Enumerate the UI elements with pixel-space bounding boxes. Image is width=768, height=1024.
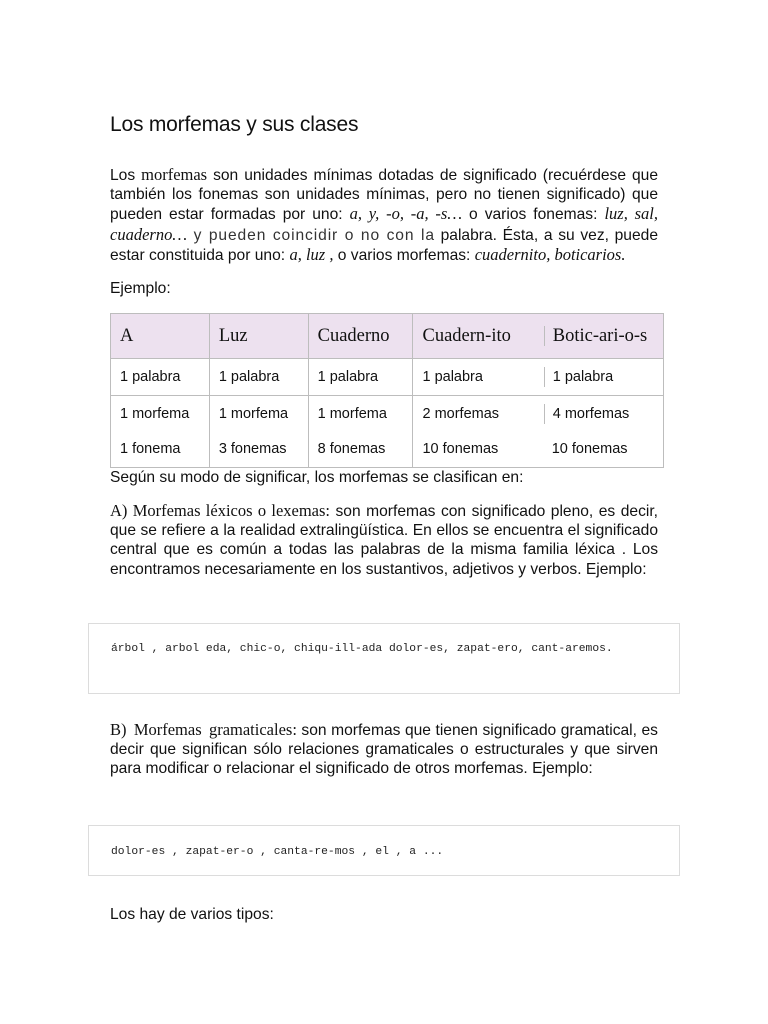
table-cell: 1 morfema: [308, 396, 413, 432]
table-header-cell: Cuadern-ito: [413, 314, 535, 359]
grammatical-morphemes-paragraph: [110, 720, 658, 779]
intro-text-1: Los: [110, 167, 142, 184]
morpheme-table: [110, 313, 664, 468]
table-cell: 1 palabra: [413, 359, 535, 396]
intro-text-5: palabra. Ésta, a su vez, puede estar constituida por uno:: [110, 226, 658, 264]
term-morfemas: morfemas: [141, 165, 208, 184]
table-cell: 1 morfema: [111, 396, 210, 432]
table-cell: 3 fonemas: [209, 431, 308, 468]
table-cell: 1 palabra: [308, 359, 413, 396]
document-title: Los morfemas y sus clases: [110, 113, 359, 136]
table-cell: 8 fonemas: [308, 431, 413, 468]
table-cell: 1 morfema: [209, 396, 308, 432]
grammatical-example-box: [88, 825, 680, 876]
table-cell: [535, 359, 664, 396]
intro-text-6: o varios morfemas:: [333, 246, 475, 264]
table-cell: 1 palabra: [209, 359, 308, 396]
table-cell: 2 morfemas: [413, 396, 535, 432]
table-header-cell: Cuaderno: [308, 314, 413, 359]
lexical-morphemes-text: son morfemas con significado pleno, es decir, que se refiere a la realidad extralingüística. En ellos se encuentra el significado central que es común a todas las palabras de la misma familia léxica . Los encontramos necesariamente en los sustantivos, adjetivos y verbos. Ejemplo:: [110, 503, 658, 578]
classification-intro: Según su modo de significar, los morfemas se clasifican en:: [110, 469, 524, 486]
table-cell-text: 4 morfemas: [544, 404, 663, 424]
example-phonemes-single: a, y, -o, -a, -s…: [349, 204, 463, 224]
example-word-single: a, luz ,: [289, 244, 334, 264]
intro-text-3: o varios fonemas:: [462, 206, 605, 224]
table-header-cell: A: [111, 314, 210, 359]
example-label: Ejemplo:: [110, 280, 171, 297]
grammatical-morphemes-label: B) Morfemas gramaticales:: [110, 720, 297, 739]
intro-text-2: son unidades mínimas dotadas de significado (recuérdese que también los fonemas son unidades mínimas, pero no tienen significado) que pueden estar formadas por uno:: [110, 167, 658, 224]
grammatical-example-code: dolor-es , zapat-er-o , canta-re-mos , el , a ...: [111, 846, 444, 858]
lexical-example-code: árbol , arbol eda, chic-o, chiqu-ill-ada dolor-es, zapat-ero, cant-aremos.: [111, 643, 613, 655]
types-intro: Los hay de varios tipos:: [110, 906, 274, 923]
lexical-example-box: [88, 623, 680, 694]
grammatical-morphemes-text: son morfemas que tienen significado gramatical, es decir que significan sólo relaciones gramaticales o estructurales y que sirven para modificar o relacionar el significado de otros morfemas. Ejemplo:: [110, 722, 658, 778]
table-header-row: [111, 314, 664, 359]
table-cell: 10 fonemas: [413, 431, 535, 468]
table-header-cell: Luz: [209, 314, 308, 359]
intro-text-4: y pueden coincidir o no con la: [187, 226, 435, 244]
intro-paragraph: [110, 165, 658, 265]
table-cell: [535, 431, 664, 468]
table-cell: [535, 396, 664, 432]
lexical-morphemes-paragraph: [110, 501, 658, 579]
table-header-cell: [535, 314, 664, 359]
table-row: [111, 431, 664, 468]
table-header-text: Botic-ari-o-s: [544, 326, 663, 346]
lexical-morphemes-label: A) Morfemas léxicos o lexemas:: [110, 501, 331, 520]
table-row: [111, 396, 664, 432]
table-row: [111, 359, 664, 396]
table-cell: 1 palabra: [111, 359, 210, 396]
table-cell: 1 fonema: [111, 431, 210, 468]
example-word-multiple: cuadernito, boticarios.: [474, 244, 626, 264]
example-phonemes-multiple: luz, sal, cuaderno…: [110, 204, 658, 244]
table-cell-text: 1 palabra: [544, 367, 663, 387]
table-cell-text: 10 fonemas: [551, 441, 628, 457]
